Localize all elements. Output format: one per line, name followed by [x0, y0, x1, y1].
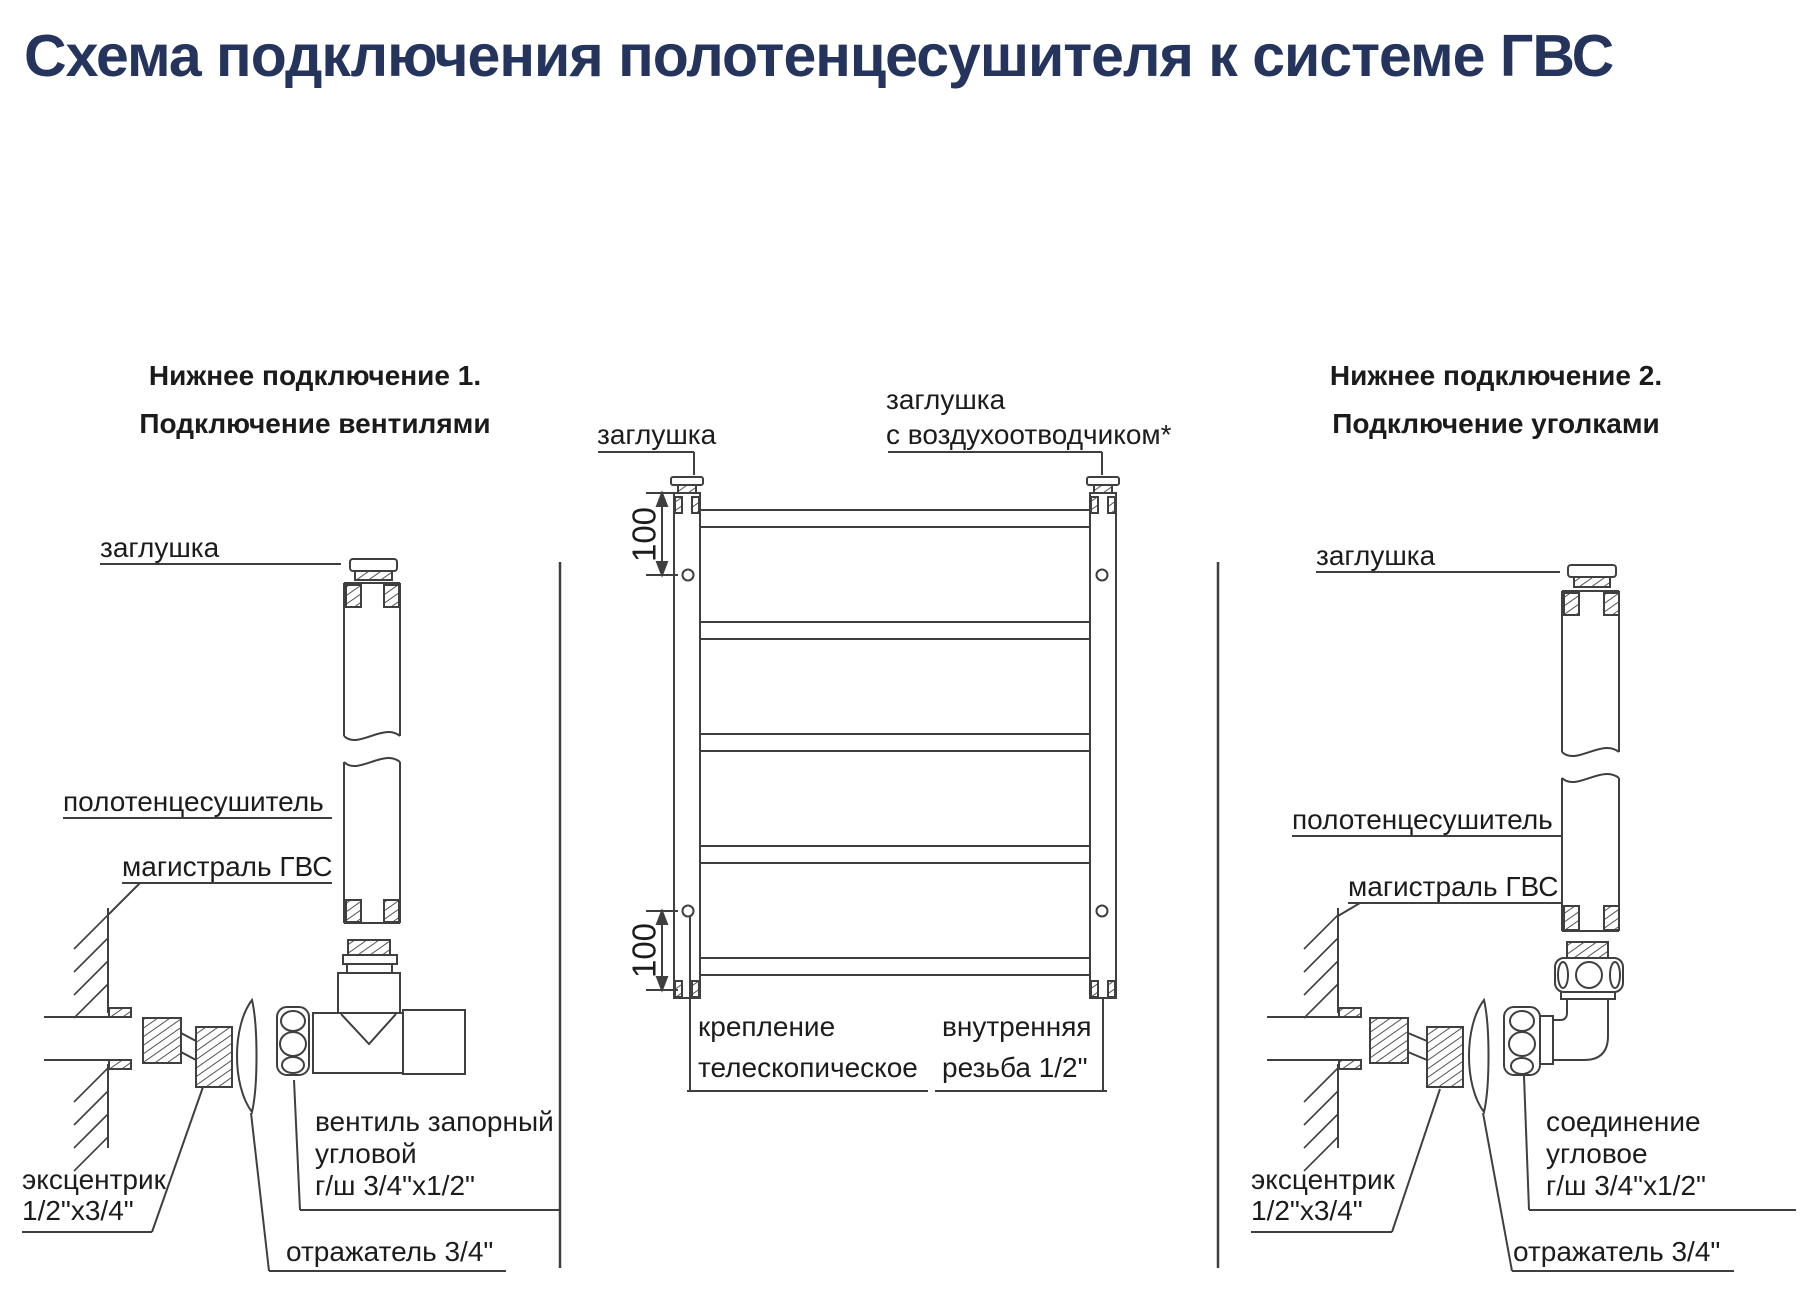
middle-cap-label: заглушка	[597, 419, 717, 450]
corner-connection	[1504, 942, 1623, 1075]
left-valve-label-line1: вентиль запорный	[315, 1106, 554, 1137]
dimension-bottom-value: 100	[625, 922, 663, 979]
right-heading-line1: Нижнее подключение 2.	[1329, 360, 1663, 391]
air-vent-cap-label-line1: заглушка	[886, 384, 1006, 415]
mount-label-line1: крепление	[698, 1011, 836, 1042]
eccentric-fitting	[143, 1018, 232, 1087]
left-cap-label: заглушка	[100, 532, 220, 563]
air-vent-cap-label-line2: с воздухоотводчиком*	[886, 419, 1172, 450]
right-eccentric-label-line1: эксцентрик	[1251, 1164, 1395, 1195]
wall	[1304, 908, 1338, 1171]
front-view-drawing	[598, 452, 1119, 1091]
cap-left	[671, 452, 703, 493]
right-corner-label-line2: угловое	[1546, 1138, 1648, 1169]
page-title: Схема подключения полотенцесушителя к системе ГВС	[24, 23, 1614, 89]
left-reflector-label: отражатель 3/4"	[286, 1236, 494, 1267]
thread-label-line1: внутренняя	[942, 1011, 1092, 1042]
right-heading-line2: Подключение уголками	[1332, 408, 1660, 439]
left-hot-water-main-label: магистраль ГВС	[122, 851, 333, 882]
right-cap-label: заглушка	[1316, 540, 1436, 571]
left-valve-label-line3: г/ш 3/4"x1/2"	[315, 1170, 475, 1201]
mount-label-line2: телескопическое	[698, 1052, 918, 1083]
reflector	[237, 1000, 257, 1112]
dimension-top-value: 100	[625, 506, 663, 563]
right-corner-label-line3: г/ш 3/4"x1/2"	[1546, 1170, 1706, 1201]
left-towel-rail-label: полотенцесушитель	[63, 786, 324, 817]
right-hot-water-main-label: магистраль ГВС	[1348, 871, 1559, 902]
section-dividers	[560, 562, 1218, 1268]
thread-label-line2: резьба 1/2"	[942, 1052, 1088, 1083]
angle-valve	[277, 940, 465, 1075]
post-threads	[675, 497, 1115, 997]
left-valve-label-line2: угловой	[315, 1138, 417, 1169]
left-eccentric-label-line2: 1/2"x3/4"	[22, 1195, 134, 1226]
right-eccentric-label-line2: 1/2"x3/4"	[1251, 1195, 1363, 1226]
wall	[74, 908, 108, 1171]
supply-pipe	[1267, 1008, 1361, 1069]
supply-pipe	[44, 1008, 131, 1069]
eccentric-fitting	[1370, 1018, 1463, 1087]
towel-rail-pipe	[1562, 565, 1619, 931]
reflector	[1469, 1000, 1489, 1112]
left-eccentric-label-line1: эксцентрик	[22, 1164, 166, 1195]
right-reflector-label: отражатель 3/4"	[1513, 1236, 1721, 1267]
rungs	[700, 510, 1090, 975]
left-heading-line2: Подключение вентилями	[139, 408, 491, 439]
right-towel-rail-label: полотенцесушитель	[1292, 804, 1553, 835]
cap-air-vent	[1087, 452, 1119, 493]
right-corner-label-line1: соединение	[1546, 1106, 1701, 1137]
towel-rail-pipe	[344, 559, 400, 923]
left-heading-line1: Нижнее подключение 1.	[148, 360, 482, 391]
